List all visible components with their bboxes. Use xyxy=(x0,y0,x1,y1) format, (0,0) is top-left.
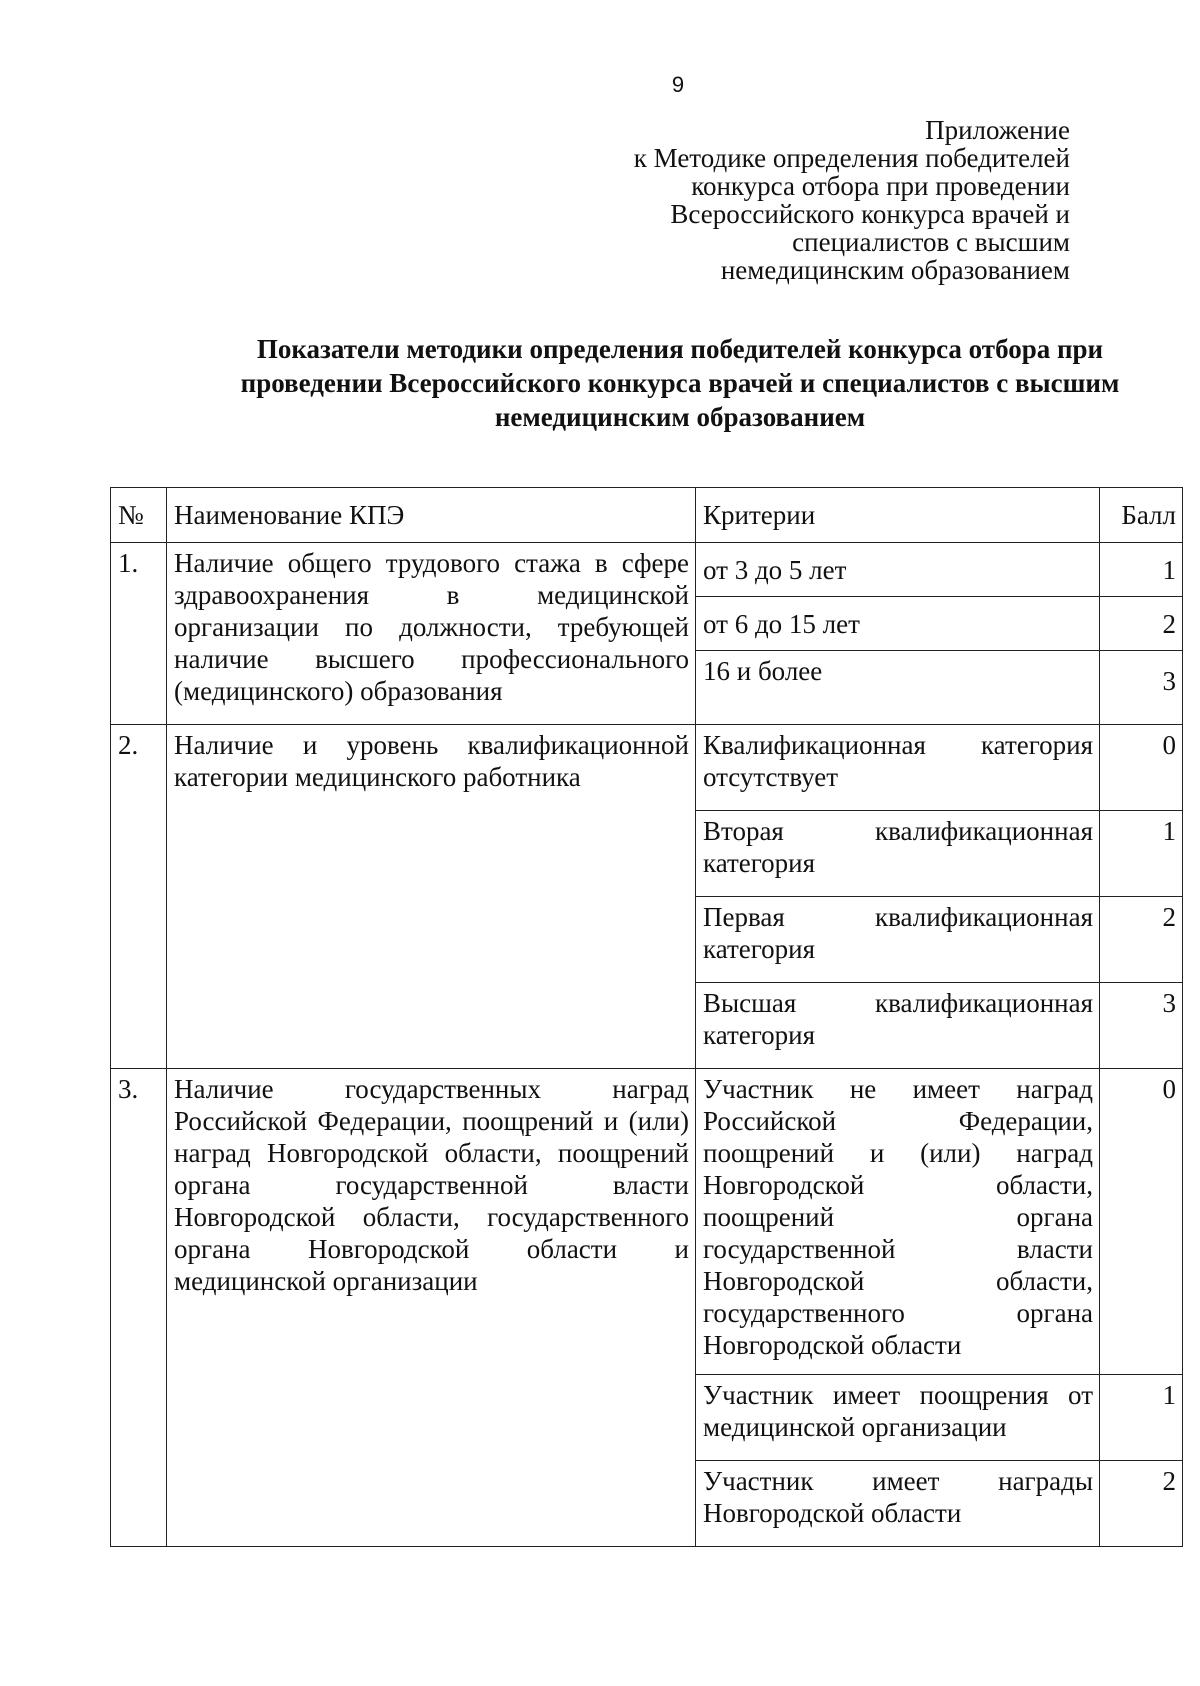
row-num: 1. xyxy=(111,543,167,725)
criteria-cell: Высшая квалификационная категория xyxy=(696,983,1100,1069)
appendix-line: Приложение xyxy=(925,115,1070,145)
score-cell: 1 xyxy=(1100,811,1183,897)
criteria-cell: Участник имеет награды Новгородской области xyxy=(696,1461,1100,1547)
kpe-table xyxy=(110,487,1183,1547)
criteria-cell: от 3 до 5 лет xyxy=(696,543,1100,597)
score-cell: 0 xyxy=(1100,1069,1183,1375)
header-name: Наименование КПЭ xyxy=(167,488,696,543)
row-num: 3. xyxy=(111,1069,167,1547)
criteria-cell: Первая квалификационная категория xyxy=(696,897,1100,983)
table-row xyxy=(111,725,1183,811)
criteria-cell: от 6 до 15 лет xyxy=(696,597,1100,651)
score-cell: 2 xyxy=(1100,597,1183,651)
row-kpe-name: Наличие государственных наград Российской Федерации, поощрений и (или) наград Новгородской области, поощрений органа государственной власти Новгородской области, государственного органа Новгородской области и медицинской организации xyxy=(167,1069,696,1547)
table-header-row xyxy=(111,488,1183,543)
row-kpe-name: Наличие и уровень квалификационной категории медицинского работника xyxy=(167,725,696,1069)
appendix-header xyxy=(634,116,1070,284)
score-cell: 1 xyxy=(1100,543,1183,597)
row-num: 2. xyxy=(111,725,167,1069)
title-line: Показатели методики определения победителей конкурса отбора при xyxy=(256,334,1104,364)
appendix-line: конкурса отбора при проведении xyxy=(691,171,1070,201)
score-cell: 0 xyxy=(1100,725,1183,811)
row-kpe-name: Наличие общего трудового стажа в сфере здравоохранения в медицинской организации по должности, требующей наличие высшего профессионального (медицинского) образования xyxy=(167,543,696,725)
document-title xyxy=(180,332,1180,434)
appendix-line: специалистов с высшим xyxy=(792,227,1070,257)
title-line: проведении Всероссийского конкурса врачей и специалистов с высшим xyxy=(240,368,1120,398)
criteria-cell: Квалификационная категория отсутствует xyxy=(696,725,1100,811)
appendix-line: Всероссийского конкурса врачей и xyxy=(670,199,1070,229)
appendix-line: к Методике определения победителей xyxy=(633,143,1070,173)
table-row xyxy=(111,1069,1183,1375)
score-cell: 2 xyxy=(1100,1461,1183,1547)
header-num: № xyxy=(111,488,167,543)
appendix-line: немедицинским образованием xyxy=(720,255,1070,285)
criteria-cell: 16 и более xyxy=(696,651,1100,725)
criteria-cell: Участник имеет поощрения от медицинской организации xyxy=(696,1375,1100,1461)
page-number: 9 xyxy=(671,72,685,97)
criteria-cell: Вторая квалификационная категория xyxy=(696,811,1100,897)
criteria-cell: Участник не имеет наград Российской Федерации, поощрений и (или) наград Новгородской области, поощрений органа государственной власти Новгородской области, государственного органа Новгородской области xyxy=(696,1069,1100,1375)
score-cell: 3 xyxy=(1100,651,1183,725)
table-row xyxy=(111,543,1183,597)
header-score: Балл xyxy=(1100,488,1183,543)
score-cell: 2 xyxy=(1100,897,1183,983)
title-line: немедицинским образованием xyxy=(494,402,866,432)
score-cell: 1 xyxy=(1100,1375,1183,1461)
header-criteria: Критерии xyxy=(696,488,1100,543)
score-cell: 3 xyxy=(1100,983,1183,1069)
